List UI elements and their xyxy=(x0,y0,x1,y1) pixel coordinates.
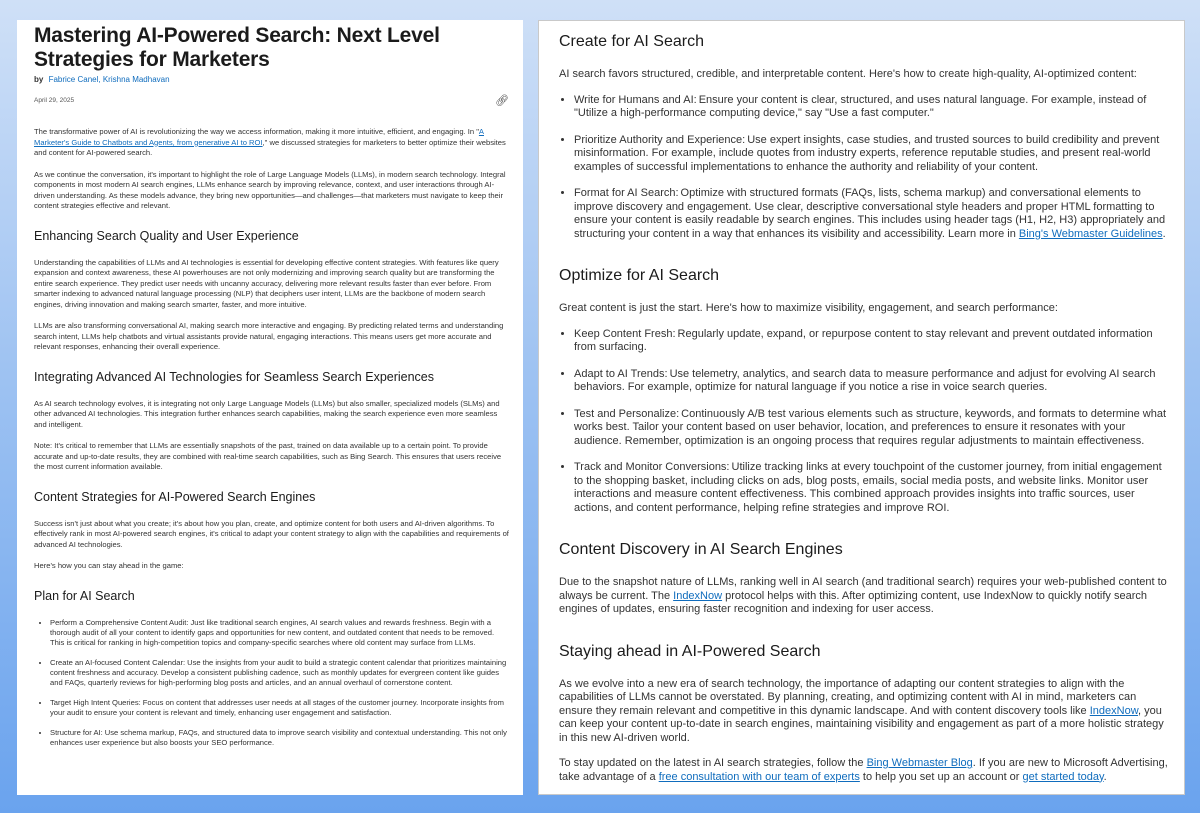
create-item-label: Format for AI Search: xyxy=(574,187,679,199)
intro1-pre: The transformative power of AI is revolutionizing the way we access information, making it more intuitive, efficient, and engaging. In " xyxy=(34,127,479,136)
enhancing-paragraph-2: LLMs are also transforming conversational AI, making search more interactive and engaging. By predicting related terms and understanding search intent, LLMs help chatbots and virtual assistants provide natural, engaging interactions. This means users get more accurate and relevant responses, enhancing their overall experience. xyxy=(34,321,504,351)
article-right-panel xyxy=(538,20,1185,795)
final-mid-2: to help you set up an account or xyxy=(859,770,1023,783)
publish-date: April 29, 2025 xyxy=(34,97,75,104)
article-title: Mastering AI-Powered Search: Next Level Strategies for Marketers xyxy=(34,24,440,71)
bing-webmaster-blog-link[interactable]: Bing Webmaster Blog xyxy=(866,757,973,769)
final-mid-1: . If you are new to Microsoft Advertising, take advantage of a xyxy=(559,757,1168,783)
create-list xyxy=(559,94,1170,242)
plan-item xyxy=(50,698,509,718)
heading-content-strategies: Content Strategies for AI-Powered Search Engines xyxy=(34,489,316,504)
plan-item xyxy=(50,728,509,748)
plan-item-label: Structure for AI: xyxy=(50,727,103,737)
optimize-item-text: Regularly update, expand, or repurpose content to stay relevant and prevent outdated information from surfacing. xyxy=(574,327,1153,353)
integrating-paragraph-1: As AI search technology evolves, it is integrating not only Large Language Models (LLMs) but also smaller, specialized models (SLMs) and other advanced AI technologies. This integration further enhances search capabilities, making the search experience even more seamless and intelligent. xyxy=(34,398,500,429)
optimize-item-text: Use telemetry, analytics, and search data to measure performance and adjust for evolving AI search behaviors. For example, optimize for natural language if you notice a rise in voice search queries. xyxy=(574,367,1156,393)
intro-paragraph-2: As we continue the conversation, it's important to highlight the role of Large Language Models (LLMs), in modern search technology. Integral components in most modern AI search engines, LLMs enhance search by improving relevance, context, and user interactions through AI-driven understanding. As these models advance, they bring new opportunities—and challenges—that marketers must navigate to keep their content strategies effective and relevant. xyxy=(34,169,506,210)
optimize-item-label: Keep Content Fresh: xyxy=(574,327,676,340)
plan-list xyxy=(34,618,509,748)
heading-create: Create for AI Search xyxy=(559,33,704,50)
plan-item-text: Focus on content that addresses user needs at all stages of the customer journey. Incorporate insights from your audit to ensure your content is relevant and timely, enhancing user engagement and satisfaction. xyxy=(50,697,504,717)
final-post: . xyxy=(1103,770,1107,783)
plan-item-label: Create an AI-focused Content Calendar: xyxy=(50,657,186,667)
create-item-label: Prioritize Authority and Experience: xyxy=(574,133,746,146)
create-item-text: Ensure your content is clear, structured, and uses natural language. For example, instead of "Utilize a high-performance computing device," say "Use a fast computer." xyxy=(574,93,1147,119)
create-item-label: Write for Humans and AI: xyxy=(574,93,697,106)
plan-item xyxy=(50,658,509,688)
final-paragraph xyxy=(559,757,1170,784)
intro1-post: ," we discussed strategies for marketers to better optimize their websites and content for AI-powered search. xyxy=(34,137,506,157)
plan-item-text: Just like traditional search engines, AI search values and rewards freshness. Begin with a thorough audit of all your content to identify gaps and opportunities for new content, and outdated content that needs to be removed. This is critical for ranking in high-competition topics and company-specific searches where old content may surface from LLMs. xyxy=(50,617,495,647)
create-item xyxy=(574,134,1170,175)
webmaster-guidelines-link[interactable]: Bing's Webmaster Guidelines xyxy=(1018,227,1163,240)
optimize-item xyxy=(574,461,1170,515)
heading-enhancing: Enhancing Search Quality and User Experience xyxy=(34,228,299,243)
content-paragraph-1: Success isn't just about what you create; it's about how you plan, create, and optimize content for both users and AI-driven algorithms. To effectively rank in most AI-powered search engines, it's critical to adapt your content strategy to align with the capabilities and requirements of advanced AI technologies. xyxy=(34,518,509,549)
optimize-intro: Great content is just the start. Here's how to maximize visibility, engagement, and search performance: xyxy=(559,302,1058,314)
copy-link-icon[interactable]: 🔗︎ xyxy=(495,95,509,107)
plan-item-text: Use schema markup, FAQs, and structured data to improve search visibility and contextual understanding. This not only enhances user experience but also boosts your SEO performance. xyxy=(50,727,507,747)
article-left-panel xyxy=(17,20,523,795)
author-link-krishna[interactable]: Krishna Madhavan xyxy=(102,75,170,84)
plan-item-label: Target High Intent Queries: xyxy=(50,697,141,707)
enhancing-paragraph-1: Understanding the capabilities of LLMs and AI technologies is essential for developing effective content strategies. With features like query expansion and context awareness, these AI powerhouses are not only modernizing and improving search quality but are transforming the entire search experience. They predict user needs with uncanny accuracy, delivering more relevant results faster than ever before. From smarter indexing to advanced natural language processing (NLP) that deciphers user intent, LLMs are the backbone of modern search engines, driving innovation and making search smarter, faster, and more intuitive. xyxy=(34,257,499,309)
optimize-item xyxy=(574,328,1170,355)
optimize-item-text: Continuously A/B test various elements such as structure, keywords, and formats to determine what works best. Tailor your content based on user behavior, location, and preferences to ensure it resonates with your audience. Remember, optimization is an ongoing process that requires regular adjustments to maintain effectiveness. xyxy=(574,407,1167,447)
by-label: by xyxy=(34,75,44,84)
plan-item-label: Perform a Comprehensive Content Audit: xyxy=(50,617,189,627)
optimize-item-text: Utilize tracking links at every touchpoint of the customer journey, from initial engagement to the shopping basket, including clicks on ads, blog posts, emails, social media posts, and website links. Monitor user interactions and measure content effectiveness. This combined approach provides insights into traffic sources, user actions, and content performance, helping refine strategies and improve ROI. xyxy=(574,461,1162,514)
heading-optimize: Optimize for AI Search xyxy=(559,267,720,284)
discovery-paragraph xyxy=(559,576,1170,617)
discovery-post: protocol helps with this. After optimizing content, use IndexNow to quickly notify search engines of updates, ensuring faster recognition and indexing for user access. xyxy=(559,589,1147,615)
date-row xyxy=(34,94,509,107)
heading-discovery: Content Discovery in AI Search Engines xyxy=(559,541,843,558)
create-item-text: Use expert insights, case studies, and trusted sources to build credibility and prevent misinformation. For example, include quotes from industry experts, reference reputable studies, and present real-world examples of successful implementations to enhance the authority and reliability of your content. xyxy=(574,133,1160,173)
discovery-pre: Due to the snapshot nature of LLMs, ranking well in AI search (and traditional search) requires your web-published content to always be current. The xyxy=(559,576,1167,602)
byline xyxy=(34,75,509,84)
integrating-paragraph-2: Note: It's critical to remember that LLMs are essentially snapshots of the past, trained on data available up to a certain point. To provide accurate and up-to-date results, they are combined with real-time search capabilities, such as Bing Search. This ensures that users receive the most current information available. xyxy=(34,441,502,471)
optimize-item xyxy=(574,368,1170,395)
optimize-item-label: Adapt to AI Trends: xyxy=(574,367,668,380)
heading-integrating: Integrating Advanced AI Technologies for Seamless Search Experiences xyxy=(34,369,435,384)
free-consultation-link[interactable]: free consultation with our team of experts xyxy=(658,770,860,783)
plan-item-text: Use the insights from your audit to build a strategic content calendar that prioritizes maintaining content freshness and accuracy. Develop a consistent publishing cadence, such as monthly updates for evergreen content like guides and FAQs, quarterly reviews for high-performing blog posts and articles, and an annual overhaul of cornerstone content. xyxy=(50,657,507,687)
intro-paragraph-1 xyxy=(34,127,509,159)
indexnow-link-1[interactable]: IndexNow xyxy=(673,589,723,602)
create-intro: AI search favors structured, credible, and interpretable content. Here's how to create high-quality, AI-optimized content: xyxy=(559,68,1137,80)
optimize-list xyxy=(559,328,1170,516)
heading-staying-ahead: Staying ahead in AI-Powered Search xyxy=(559,642,821,660)
marketers-guide-link[interactable]: A Marketer's Guide to Chatbots and Agents, from generative AI to ROI xyxy=(34,127,484,147)
heading-plan: Plan for AI Search xyxy=(34,588,135,603)
create-item xyxy=(574,94,1170,121)
final-pre: To stay updated on the latest in AI search strategies, follow the xyxy=(559,757,867,769)
optimize-item-label: Track and Monitor Conversions: xyxy=(574,461,730,473)
staying-pre: As we evolve into a new era of search technology, the importance of adapting our content strategies to align with the capabilities of LLMs cannot be overstated. By planning, creating, and optimizing content with AI in mind, marketers can ensure they remain relevant and competitive in this dynamic landscape. And with content discovery tools like xyxy=(559,677,1137,717)
get-started-link[interactable]: get started today xyxy=(1022,770,1104,783)
create-item xyxy=(574,187,1170,241)
author-link-fabrice[interactable]: Fabrice Canel, xyxy=(48,75,101,84)
staying-paragraph xyxy=(559,678,1170,746)
staying-post: , you can keep your content up-to-date in search engines, maintaining visibility and engagement as part of a more holistic strategy in this new AI-driven world. xyxy=(559,704,1164,744)
content-paragraph-2: Here's how you can stay ahead in the game: xyxy=(34,561,184,570)
indexnow-link-2[interactable]: IndexNow xyxy=(1089,704,1139,717)
plan-item xyxy=(50,618,509,648)
create-item-text: Optimize with structured formats (FAQs, lists, schema markup) and conversational elements to improve discovery and engagement. Use clear, descriptive conversational style headers and proper HTML formatting to ensure your content is easily readable by search engines. This includes using header tags (H1, H2, H3) appropriately and structuring your content in a way that enhances its visibility and accessibility. Learn more in xyxy=(574,187,1166,240)
optimize-item xyxy=(574,408,1170,449)
optimize-item-label: Test and Personalize: xyxy=(574,407,680,420)
create-item-post: . xyxy=(1162,227,1166,240)
